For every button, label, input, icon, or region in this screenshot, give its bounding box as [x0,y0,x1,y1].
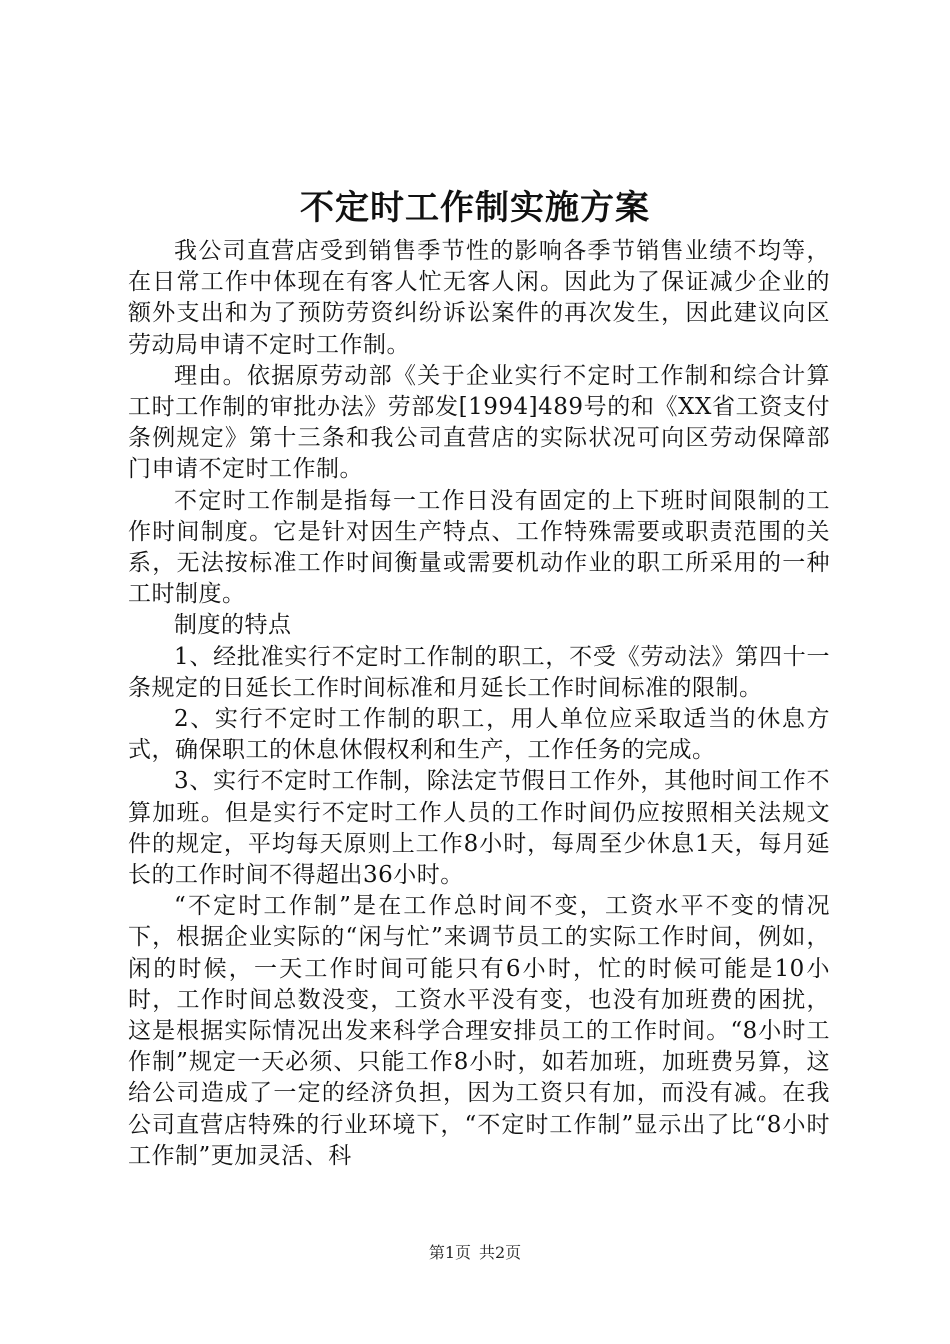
page-total: 共2页 [479,1243,522,1262]
paragraph-features-heading: 制度的特点 [174,612,292,639]
paragraph-feature-1: 1、经批准实行不定时工作制的职工，不受《劳动法》第四十一条规定的日延长工作时间标准和月延长工作时间标准的限制。 [128,643,830,701]
paragraph-feature-3: 3、实行不定时工作制，除法定节假日工作外，其他时间工作不算加班。但是实行不定时工作人员的工作时间仍应按照相关法规文件的规定，平均每天原则上工作8小时，每周至少休息1天，每月延长的工作时间不得超出36小时。 [128,768,830,889]
page-number: 第1页 [428,1243,471,1262]
paragraph-comparison: “不定时工作制”是在工作总时间不变，工资水平不变的情况下，根据企业实际的“闲与忙”来调节员工的实际工作时间，例如，闲的时候，一天工作时间可能只有6小时，忙的时候可能是10小时，工作时间总数没变，工资水平没有变，也没有加班费的困扰，这是根据实际情况出发来科学合理安排员工的工作时间。“8小时工作制”规定一天必须、只能工作8小时，如若加班，加班费另算，这给公司造成了一定的经济负担，因为工资只有加，而没有减。在我公司直营店特殊的行业环境下，“不定时工作制”显示出了比“8小时工作制”更加灵活、科 [128,893,830,1169]
paragraph-feature-2: 2、实行不定时工作制的职工，用人单位应采取适当的休息方式，确保职工的休息休假权利和生产，工作任务的完成。 [128,706,830,764]
paragraph-intro: 我公司直营店受到销售季节性的影响各季节销售业绩不均等，在日常工作中体现在有客人忙无客人闲。因此为了保证减少企业的额外支出和为了预防劳资纠纷诉讼案件的再次发生，因此建议向区劳动局申请不定时工作制。 [128,238,830,358]
page-footer [0,1242,950,1264]
document-title: 不定时工作制实施方案 [300,188,650,228]
document-body [128,236,830,1172]
paragraph-reason: 理由。依据原劳动部《关于企业实行不定时工作制和综合计算工时工作制的审批办法》劳部发[1994]489号的和《XX省工资支付条例规定》第十三条和我公司直营店的实际状况可向区劳动保障部门申请不定时工作制。 [128,362,830,483]
paragraph-definition: 不定时工作制是指每一工作日没有固定的上下班时间限制的工作时间制度。它是针对因生产特点、工作特殊需要或职责范围的关系，无法按标准工作时间衡量或需要机动作业的职工所采用的一种工时制度。 [128,487,830,608]
